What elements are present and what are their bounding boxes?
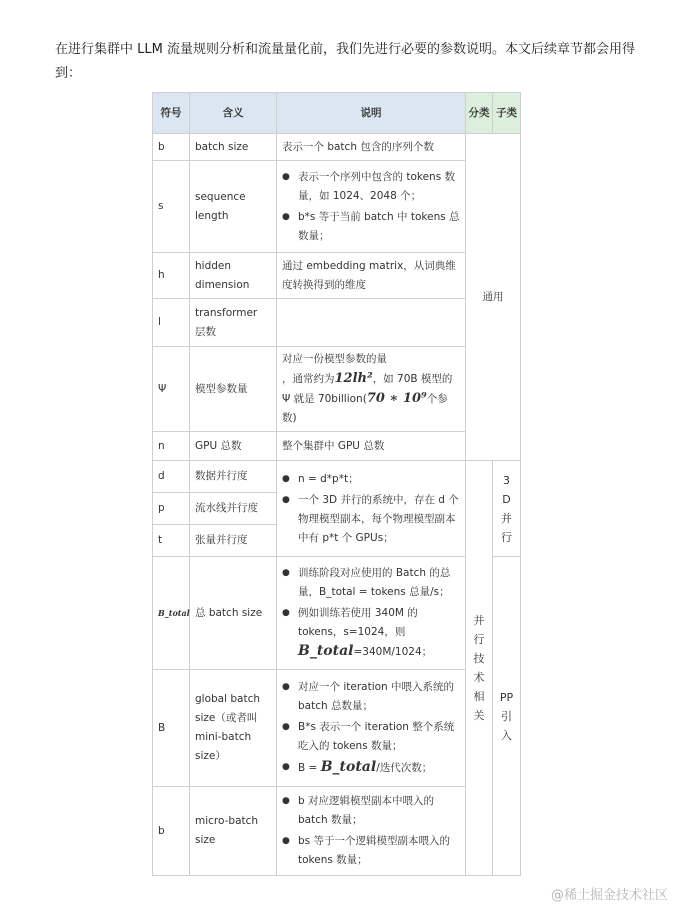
cell-meaning: transformer 层数 — [190, 299, 277, 347]
table-row — [153, 557, 521, 670]
category-general: 通用 — [466, 134, 521, 461]
cell-symbol: p — [153, 493, 190, 525]
cell-description — [277, 299, 466, 347]
cell-symbol: b — [153, 134, 190, 161]
cell-description: 通过 embedding matrix，从词典维度转换得到的维度 — [277, 253, 466, 299]
cell-description — [277, 557, 466, 670]
bullet-text: =340M/1024； — [353, 646, 433, 658]
bullet-item: ● 训练阶段对应使用的 Batch 的总量，B_total = tokens 总量/s； — [298, 564, 460, 602]
cell-symbol: l — [153, 299, 190, 347]
bullet-item: ● 表示一个序列中包含的 tokens 数量，如 1024、2048 个； — [298, 168, 460, 206]
desc-text: ，如 70B 模型的 Ψ 就是 70billion( — [282, 373, 453, 405]
cell-symbol: Ψ — [153, 347, 190, 432]
cell-symbol: d — [153, 461, 190, 493]
cell-meaning: micro-batch size — [190, 787, 277, 876]
bullet-item: ● 对应一个 iteration 中喂入系统的 batch 总数量； — [298, 678, 460, 716]
bullet-text: 例如训练若使用 340M 的 tokens，s=1024，则 — [298, 607, 418, 638]
bullet-item: ● B*s 表示一个 iteration 整个系统吃入的 tokens 数量； — [298, 718, 460, 756]
cell-meaning: GPU 总数 — [190, 432, 277, 461]
header-meaning: 含义 — [190, 93, 277, 134]
cell-meaning: 张量并行度 — [190, 525, 277, 557]
header-category: 分类 — [466, 93, 493, 134]
desc-text: 对应一份模型参数的量 — [282, 353, 387, 365]
cell-description — [277, 787, 466, 876]
table-row — [153, 461, 521, 493]
cell-meaning: 总 batch size — [190, 557, 277, 670]
subcategory-3d-label: 3D并行 — [501, 473, 512, 544]
formula: 12lh² — [334, 371, 373, 386]
parameter-table — [152, 92, 521, 876]
watermark: @稀土掘金技术社区 — [550, 888, 668, 903]
bullet-item — [298, 758, 460, 778]
table-row — [153, 134, 521, 161]
cell-description: 整个集群中 GPU 总数 — [277, 432, 466, 461]
table-row — [153, 161, 521, 253]
bullet-item: ● b 对应逻辑模型副本中喂入的 batch 数量； — [298, 792, 460, 830]
intro-paragraph: 在进行集群中 LLM 流量规则分析和流量量化前，我们先进行必要的参数说明。本文后续章节都会用得到： — [55, 42, 635, 81]
bullet-text: B = — [298, 762, 321, 774]
cell-description — [277, 347, 466, 432]
cell-description — [277, 670, 466, 787]
cell-symbol: s — [153, 161, 190, 253]
formula: 70 ∗ 10⁹ — [366, 391, 427, 406]
cell-description: 表示一个 batch 包含的序列个数 — [277, 134, 466, 161]
cell-meaning: global batch size（或者叫 mini-batch size） — [190, 670, 277, 787]
table-row — [153, 670, 521, 787]
bullet-text: /迭代次数； — [376, 762, 433, 774]
formula: B_total — [298, 643, 354, 659]
cell-description — [277, 161, 466, 253]
header-description: 说明 — [277, 93, 466, 134]
cell-description — [277, 461, 466, 557]
cell-symbol: h — [153, 253, 190, 299]
bullet-item: ● b*s 等于当前 batch 中 tokens 总数量； — [298, 208, 460, 246]
table-header-row — [153, 93, 521, 134]
formula: B_total — [320, 759, 377, 775]
table-row — [153, 432, 521, 461]
cell-symbol: B — [153, 670, 190, 787]
table-row — [153, 787, 521, 876]
desc-text: 个参数) — [282, 393, 448, 424]
cell-symbol: n — [153, 432, 190, 461]
cell-meaning: 流水线并行度 — [190, 493, 277, 525]
subcategory-pp — [493, 557, 521, 876]
subcategory-pp-label: PP引入 — [499, 690, 514, 742]
cell-meaning: batch size — [190, 134, 277, 161]
bullet-item — [298, 604, 460, 662]
cell-meaning: 模型参数量 — [190, 347, 277, 432]
table-row — [153, 347, 521, 432]
header-subcategory: 子类 — [493, 93, 521, 134]
cell-symbol: b — [153, 787, 190, 876]
cell-symbol — [153, 557, 190, 670]
bullet-item: ● 一个 3D 并行的系统中，存在 d 个物理模型副本，每个物理模型副本中有 p*t 个 GPUs； — [298, 491, 460, 548]
cell-meaning: 数据并行度 — [190, 461, 277, 493]
table-row — [153, 253, 521, 299]
cell-meaning: sequence length — [190, 161, 277, 253]
symbol-btotal: B_total — [158, 607, 190, 618]
subcategory-3d — [493, 461, 521, 557]
table-row — [153, 299, 521, 347]
header-symbol: 符号 — [153, 93, 190, 134]
bullet-item: ● n = d*p*t； — [298, 470, 460, 489]
cell-meaning: hidden dimension — [190, 253, 277, 299]
bullet-item: ● bs 等于一个逻辑模型副本喂入的 tokens 数量； — [298, 832, 460, 870]
category-parallel-label: 并行技术相关 — [473, 614, 485, 722]
category-parallel — [466, 461, 493, 876]
desc-text: ，通常约为 — [282, 373, 335, 385]
cell-symbol: t — [153, 525, 190, 557]
